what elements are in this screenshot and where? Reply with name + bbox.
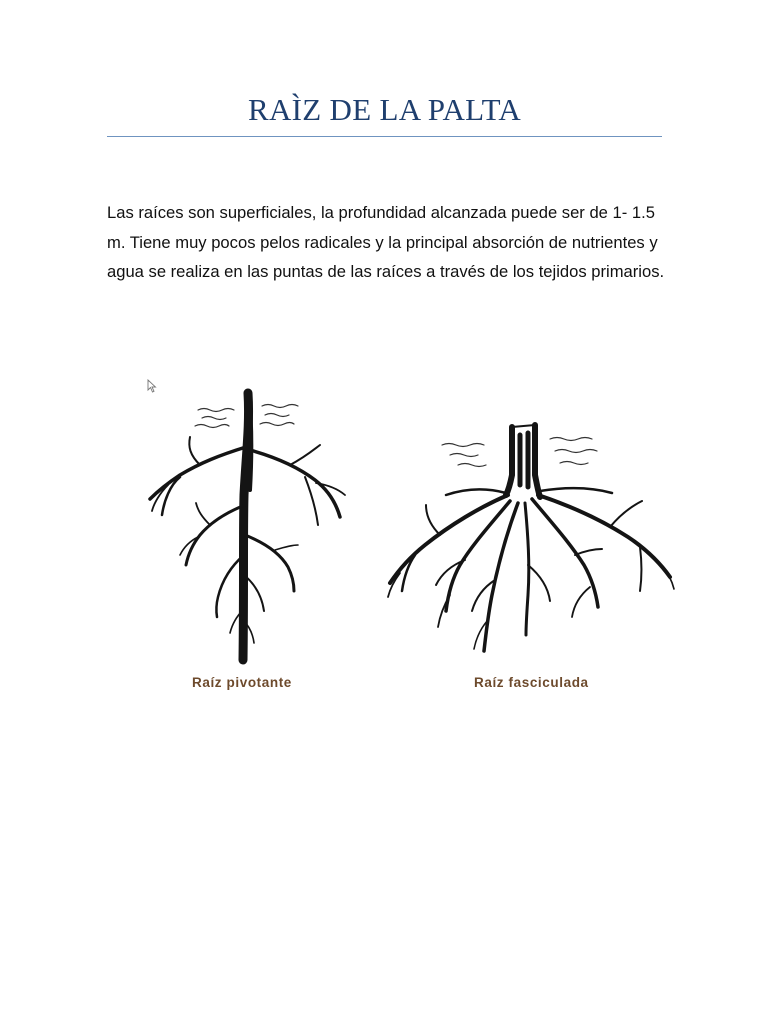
page-title: RAÌZ DE LA PALTA <box>247 92 522 127</box>
caption-taproot: Raíz pivotante <box>192 675 292 690</box>
taproot-illustration <box>140 385 355 670</box>
body-paragraph: Las raíces son superficiales, la profundidad alcanzada puede ser de 1- 1.5 m. Tiene muy pocos pelos radicales y la principal absorción de nutrientes y agua se realiza en las puntas de las raíces a través de los tejidos primarios. <box>107 203 665 281</box>
taproot-drawing <box>150 393 345 660</box>
title-underline <box>107 136 662 137</box>
caption-fibrous-root: Raíz fasciculada <box>474 675 589 690</box>
fibrous-root-illustration <box>380 415 680 670</box>
fibrous-root-drawing <box>388 425 674 651</box>
